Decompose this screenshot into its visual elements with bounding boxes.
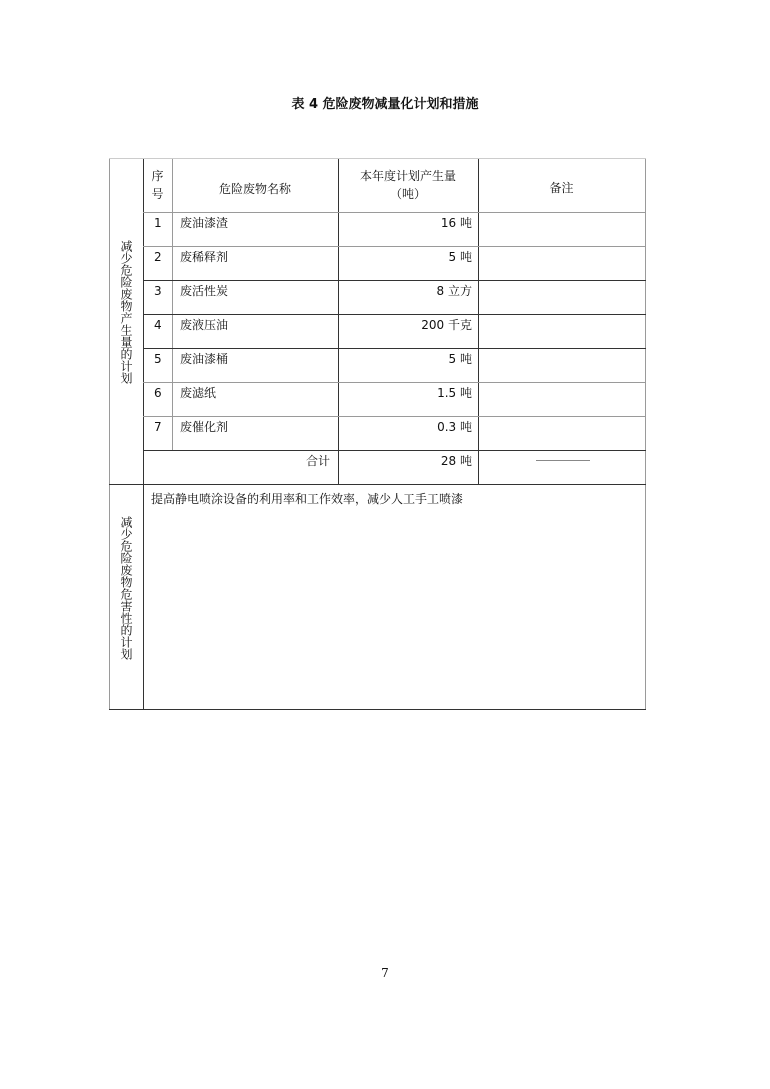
row-5-no: 5: [154, 352, 162, 366]
header-seq-line1: 序: [151, 169, 164, 183]
header-amount-line1: 本年度计划产生量: [359, 169, 456, 183]
row-1-name: 废油漆渣: [180, 216, 229, 230]
page-number: 7: [381, 966, 389, 980]
section-reduce-hazard-label: 减少危险废物危害性的计划: [119, 516, 133, 660]
row-7-name: 废催化剂: [180, 420, 229, 434]
waste-reduction-table: [109, 158, 646, 710]
row-6-name: 废滤纸: [180, 386, 217, 400]
row-5-amount: 5 吨: [448, 352, 472, 366]
section-reduce-amount-label: 减少危险废物产生量的计划: [119, 240, 133, 384]
row-7-no: 7: [154, 420, 162, 434]
total-amount: 28 吨: [440, 454, 472, 468]
row-3-amount: 8 立方: [436, 284, 472, 298]
row-7-amount: 0.3 吨: [437, 420, 472, 434]
row-4-no: 4: [154, 318, 162, 332]
row-3-no: 3: [154, 284, 162, 298]
header-remark: 备注: [549, 181, 574, 195]
row-4-amount: 200 千克: [421, 318, 472, 332]
row-1-no: 1: [154, 216, 162, 230]
row-2-amount: 5 吨: [448, 250, 472, 264]
header-amount-line2: （吨）: [389, 187, 426, 201]
header-seq-line2: 号: [151, 187, 164, 201]
row-2-no: 2: [154, 250, 162, 264]
header-amount: [338, 158, 478, 212]
total-label: 合计: [305, 454, 330, 468]
table-title: 表 4 危险废物减量化计划和措施: [291, 97, 479, 112]
total-remark-dash: [536, 460, 590, 461]
row-5-name: 废油漆桶: [180, 352, 229, 366]
row-3-name: 废活性炭: [180, 284, 229, 298]
row-2-name: 废稀释剂: [180, 250, 229, 264]
hazard-measure-text: 提高静电喷涂设备的利用率和工作效率，减少人工手工喷漆: [151, 492, 464, 506]
header-seq: [143, 158, 172, 212]
row-4-name: 废液压油: [180, 318, 229, 332]
row-6-no: 6: [154, 386, 162, 400]
row-1-amount: 16 吨: [440, 216, 472, 230]
row-6-amount: 1.5 吨: [437, 386, 472, 400]
header-name: 危险废物名称: [218, 182, 291, 196]
